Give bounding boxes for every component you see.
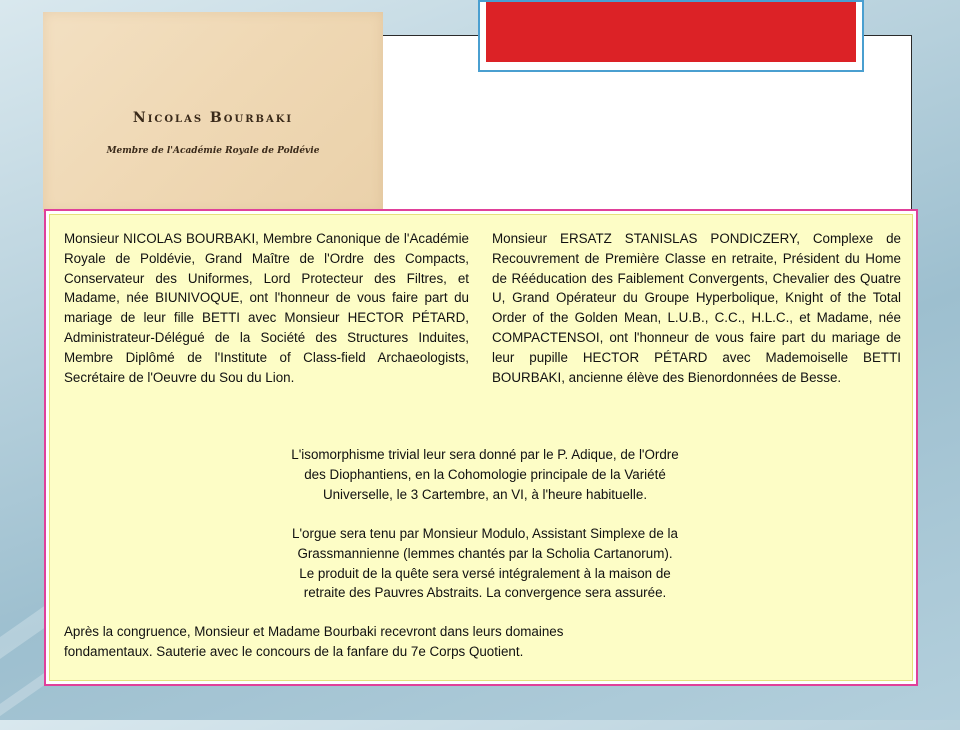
closing-line: Après la congruence, Monsieur et Madame Bourbaki recevront dans leurs domaines [64, 624, 564, 639]
organ-line: L'orgue sera tenu par Monsieur Modulo, Assistant Simplexe de la [292, 526, 678, 541]
organ-line: Grassmannienne (lemmes chantés par la Scholia Cartanorum). [297, 545, 673, 561]
organ-line: Le produit de la quête sera versé intégralement à la maison de [299, 565, 671, 581]
title-banner-frame [478, 0, 864, 72]
announcement-body [49, 214, 913, 681]
title-banner [486, 2, 856, 62]
ceremony-line: Universelle, le 3 Cartembre, an VI, à l'heure habituelle. [322, 486, 648, 502]
ceremony-paragraph [190, 445, 780, 504]
ceremony-line: L'isomorphisme trivial leur sera donné par le P. Adique, de l'Ordre [291, 447, 679, 462]
organ-paragraph [190, 524, 780, 603]
card-name: Nicolas Bourbaki [132, 110, 294, 126]
bride-family-paragraph: Monsieur NICOLAS BOURBAKI, Membre Canonique de l'Académie Royale de Poldévie, Grand Maître de l'Ordre des Compacts, Conservateur des Uniformes, Lord Protecteur des Filtres, et Madame, née BIUNIVOQUE, ont l'honneur de vous faire part du mariage de leur fille BETTI avec Monsieur HECTOR PÉTARD, Administrateur-Délégué de la Société des Structures Induites, Membre Diplômé de l'Institute of Class-field Archaeologists, Secrétaire de l'Oeuvre du Sou du Lion. [64, 231, 469, 385]
groom-family-paragraph: Monsieur ERSATZ STANISLAS PONDICZERY, Complexe de Recouvrement de Première Classe en retraite, Président du Home de Rééducation des Faiblement Convergents, Chevalier des Quatre U, Grand Opérateur du Groupe Hyperbolique, Knight of the Total Order of the Golden Mean, L.U.B., C.C., H.L.C., et Madame, née COMPACTENSOI, ont l'honneur de vous faire part du mariage de leur pupille HECTOR PÉTARD avec Mademoiselle BETTI BOURBAKI, ancienne élève des Bienordonnées de Besse. [492, 231, 901, 385]
closing-paragraph [64, 622, 704, 662]
closing-line: fondamentaux. Sauterie avec le concours de la fanfare du 7e Corps Quotient. [64, 643, 524, 659]
ceremony-line: des Diophantiens, en la Cohomologie principale de la Variété [304, 466, 666, 482]
organ-line: retraite des Pauvres Abstraits. La convergence sera assurée. [303, 585, 667, 601]
wedding-announcement [44, 209, 918, 686]
card-subtitle: Membre de l'Académie Royale de Poldévie [106, 146, 320, 156]
business-card-image [43, 12, 383, 212]
